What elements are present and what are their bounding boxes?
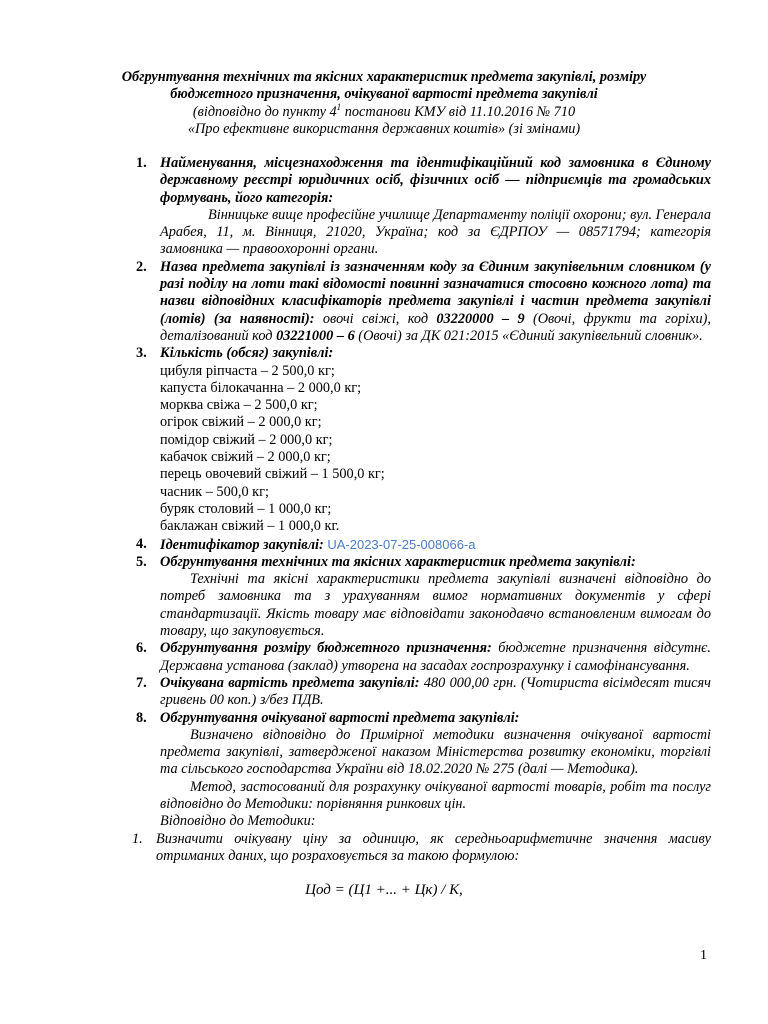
section-number: 2. <box>136 258 147 275</box>
section-number: 1. <box>136 155 147 171</box>
section-5 <box>136 553 711 640</box>
section-heading: Назва предмета закупівлі із зазначенням коду за Єдиним закупівельним словником (у разі поділу на лоти такі відомості повинні зазначатися стосовно кожного лота) та назви відповідних класифікаторів предмета закупівлі і частин предмета закупівлі (лотів) (за наявності): <box>160 258 711 327</box>
list-item: цибуля ріпчаста – 2 500,0 кг; <box>160 362 335 379</box>
section-heading: Обгрунтування розміру бюджетного призначення: <box>160 640 492 657</box>
section-text: Вінницьке вище професійне училище Департаменту поліції охорони; вул. Генерала Арабея, 11, м. Вінниця, 21020, Україна; код за ЄДРПОУ — 08571794; категорія замовника — правоохоронні органи. <box>160 206 711 258</box>
section-number: 6. <box>136 640 147 657</box>
section-text-b: (Овочі, фрукти та горіхи), деталізований код <box>160 310 711 344</box>
document-header <box>0 69 768 138</box>
cpv-code-1: 03220000 – 9 <box>436 310 525 327</box>
section-text: Технічні та якісні характеристики предмета закупівлі визначені відповідно до потреб замовника та з урахуванням вимог нормативних документів у сфері стандартизації. Якість товару має відповідати законодавчо встановленим вимогам до товару, що закуповується. <box>160 571 711 640</box>
section-4 <box>136 535 711 554</box>
section-1 <box>136 155 711 259</box>
section-paragraph-2: Метод, застосований для розрахунку очікуваної вартості товарів, робіт та послуг відповідно до Методики: порівняння ринкових цін. <box>160 778 711 812</box>
method-step-1 <box>132 830 711 866</box>
header-title-line-2: бюджетного призначення, очікуваної вартості предмета закупівлі <box>170 86 598 103</box>
section-heading: Очікувана вартість предмета закупівлі: <box>160 674 420 691</box>
section-3 <box>136 345 711 535</box>
header-reference-text-b: постанови КМУ від 11.10.2016 № 710 <box>341 103 576 120</box>
list-item: буряк столовий – 1 000,0 кг; <box>160 500 332 517</box>
header-reference-line <box>0 101 768 121</box>
list-item: капуста білокачанна – 2 000,0 кг; <box>160 379 362 396</box>
list-item: баклажан свіжий – 1 000,0 кг. <box>160 518 340 535</box>
list-item: огірок свіжий – 2 000,0 кг; <box>160 414 322 431</box>
list-item: перець овочевий свіжий – 1 500,0 кг; <box>160 466 385 483</box>
procurement-id-link[interactable]: UA-2023-07-25-008066-a <box>327 536 476 552</box>
section-text: бюджетне призначення відсутнє. Державна установа (заклад) утворена на засадах госпрозрахунку і самофінансування. <box>160 640 711 674</box>
section-6 <box>136 640 711 675</box>
section-paragraph-3: Відповідно до Методики: <box>160 813 316 830</box>
section-text-a: овочі свіжі, код <box>314 310 437 327</box>
section-8 <box>136 709 711 831</box>
section-number: 8. <box>136 709 147 726</box>
section-text: 480 000,00 грн. (Чотириста вісімдесят тисяч гривень 00 коп.) з/без ПДВ. <box>160 674 711 709</box>
list-item: кабачок свіжий – 2 000,0 кг; <box>160 449 331 466</box>
section-paragraph-1: Визначено відповідно до Примірної методики визначення очікуваної вартості предмета закупівлі, затвердженої наказом Міністерства розвитку економіки, торгівлі та сільського господарства України від 18.02.2020 № 275 (далі — Методика). <box>160 726 711 778</box>
section-2 <box>136 258 711 345</box>
section-heading: Найменування, місцезнаходження та ідентифікаційний код замовника в Єдиному державному реєстрі юридичних осіб, фізичних осіб — підприємців та громадських формувань, його категорія: <box>160 155 711 206</box>
page-number: 1 <box>700 948 707 963</box>
section-7 <box>136 674 711 710</box>
list-item: помідор свіжий – 2 000,0 кг; <box>160 431 333 448</box>
header-reference-superscript: 1 <box>336 101 342 112</box>
section-heading: Обгрунтування технічних та якісних характеристик предмета закупівлі: <box>160 553 636 570</box>
header-title-line-1: Обгрунтування технічних та якісних характеристик предмета закупівлі, розміру <box>121 69 647 85</box>
price-formula: Цод = (Ц1 +... + Цк) / К, <box>305 882 463 899</box>
cpv-code-2: 03221000 – 6 <box>276 327 355 344</box>
list-item: морква свіжа – 2 500,0 кг; <box>160 397 318 414</box>
section-number: 3. <box>136 345 147 362</box>
step-text: Визначити очікувану ціну за одиницю, як середньоарифметичне значення масиву отриманих даних, що розраховується за такою формулою: <box>156 830 711 864</box>
section-number: 4. <box>136 535 147 552</box>
section-text-c: (Овочі) за ДК 021:2015 «Єдиний закупівельний словник». <box>354 327 703 344</box>
document-body <box>132 155 711 899</box>
quantity-list <box>160 363 711 536</box>
section-number: 7. <box>136 674 147 691</box>
section-heading: Обгрунтування очікуваної вартості предмета закупівлі: <box>160 709 520 726</box>
section-heading: Ідентифікатор закупівлі: <box>160 536 324 553</box>
header-reference-text-a: (відповідно до пункту 4 <box>192 103 337 120</box>
step-number: 1. <box>132 830 143 847</box>
section-number: 5. <box>136 553 147 570</box>
list-item: часник – 500,0 кг; <box>160 483 269 500</box>
header-reference-title: «Про ефективне використання державних коштів» (зі змінами) <box>187 120 581 137</box>
section-heading: Кількість (обсяг) закупівлі: <box>160 345 334 362</box>
